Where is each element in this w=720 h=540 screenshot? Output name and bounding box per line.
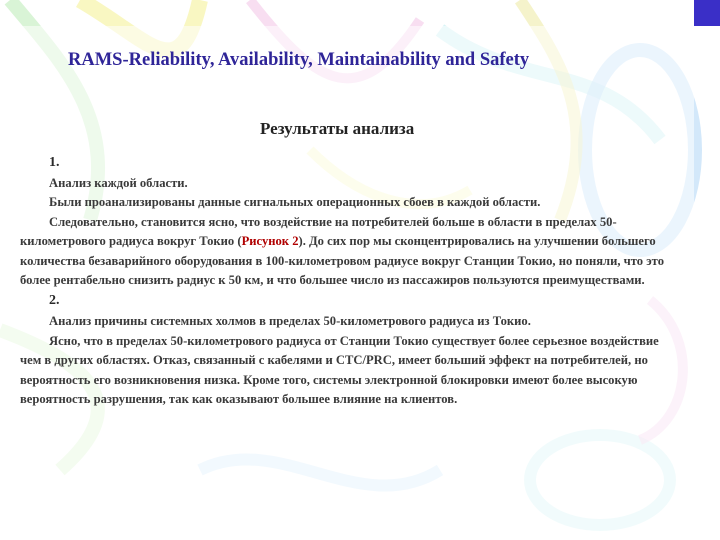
section-2-paragraph: Ясно, что в пределах 50-километрового радиуса от Станции Токио существует более серьезное воздействие чем в других областях. Отказ, связанный с кабелями и CTC/PRC, имеет больший эффект на потребителей, но вероятность его возникновения низка. Кроме того, системы электронной блокировки имеют более высокую вероятность разрушения, так как оказывают большее влияние на клиентов. [20, 333, 659, 407]
section-2-number: 2. [49, 293, 60, 309]
section-1-paragraph [20, 213, 682, 291]
section-1-text-after-link: ). До сих пор мы сконцентрировались на улучшении большего количества безаварийного оборудования в 100-километровом радиусе вокруг Станции Токио, но поняли, что это более рентабельно снизить радиус к 50 км, и что большее число из пассажиров пользуются преимуществами. [20, 234, 664, 288]
section-2-heading: Анализ причины системных холмов в пределах 50-километрового радиуса из Токио. [49, 314, 531, 329]
corner-accent [694, 0, 720, 26]
section-1-number: 1. [49, 155, 60, 170]
slide-title: RAMS-Reliability, Availability, Maintainability and Safety [68, 50, 530, 70]
slide-subtitle: Результаты анализа [260, 119, 415, 138]
section-1-text-before-link: Следовательно, становится ясно, что воздействие на потребителей больше в области в пределах 50-километрового радиуса вокруг Токио ( [20, 214, 617, 249]
figure-2-link[interactable]: Рисунок 2 [241, 234, 299, 249]
slide-body [20, 152, 682, 409]
section-1-heading: Анализ каждой области. [49, 176, 188, 190]
section-1-line1: Были проанализированы данные сигнальных операционных сбоев в каждой области. [49, 195, 541, 210]
